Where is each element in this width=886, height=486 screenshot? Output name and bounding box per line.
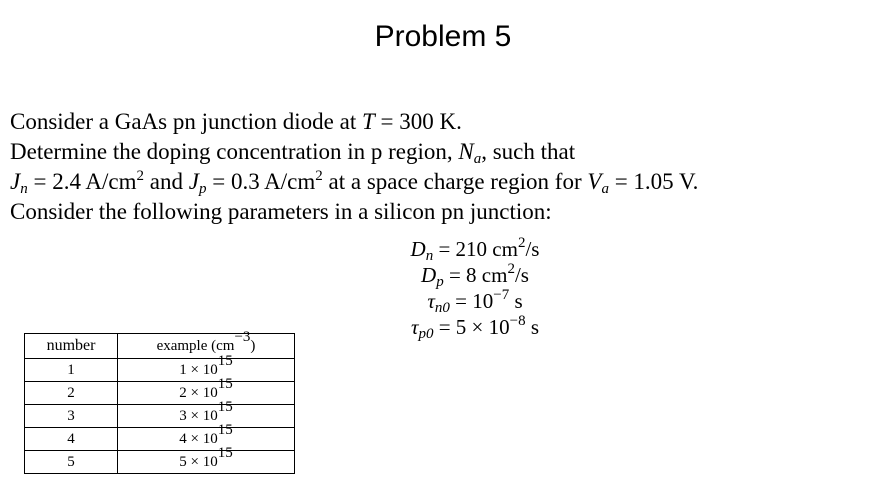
- row-number: 2: [25, 382, 118, 405]
- param-value: = 5 × 10: [433, 315, 510, 339]
- param-symbol: D: [410, 237, 426, 261]
- param-value: = 210 cm: [433, 237, 518, 261]
- va-subscript: a: [601, 181, 609, 197]
- temperature-value: = 300 K.: [374, 109, 462, 134]
- line1-text: Consider a GaAs pn junction diode at: [10, 109, 362, 134]
- row-number: 4: [25, 428, 118, 451]
- param-subscript: n0: [434, 300, 450, 316]
- header-example-close: ): [250, 338, 256, 354]
- va-value: = 1.05 V.: [608, 169, 699, 194]
- param-value: = 8 cm: [443, 263, 508, 287]
- jn-subscript: n: [20, 181, 28, 197]
- table-header-row: [25, 334, 295, 359]
- statement-line-4: Consider the following parameters in a silicon pn junction:: [10, 199, 552, 224]
- param-tau-n0: [380, 288, 570, 314]
- statement-line-1: [10, 107, 870, 137]
- temperature-symbol: T: [361, 109, 375, 134]
- row-example: [118, 376, 295, 405]
- jp-value: = 0.3 A/cm: [206, 169, 316, 194]
- example-exponent: 15: [217, 376, 233, 392]
- row-example: [118, 445, 295, 474]
- doping-table: [24, 329, 295, 474]
- row-example: [118, 422, 295, 451]
- row-number: 1: [25, 359, 118, 382]
- jp-subscript: p: [198, 181, 207, 197]
- example-exponent: 15: [217, 399, 233, 415]
- param-symbol: τ: [427, 289, 435, 313]
- va-symbol: V: [587, 169, 602, 194]
- param-exponent: 2: [517, 235, 526, 251]
- row-example: [118, 353, 295, 382]
- jn-symbol: J: [10, 169, 21, 194]
- row-number: 5: [25, 451, 118, 474]
- example-base: 2 × 10: [179, 385, 218, 401]
- example-base: 5 × 10: [179, 454, 218, 470]
- table-row: [25, 382, 295, 405]
- statement-line-3: [10, 167, 870, 197]
- param-dp: [380, 262, 570, 288]
- param-unit: /s: [525, 237, 540, 261]
- param-unit: s: [509, 289, 523, 313]
- param-subscript: p0: [418, 326, 434, 342]
- row-example: [118, 399, 295, 428]
- jp-symbol: J: [188, 169, 199, 194]
- param-value: = 10: [449, 289, 494, 313]
- page-title: Problem 5: [374, 20, 512, 53]
- line3-mid: at a space charge region for: [322, 169, 588, 194]
- row-number: 3: [25, 405, 118, 428]
- header-example-exponent: −3: [234, 329, 251, 345]
- header-number: number: [25, 334, 118, 359]
- param-unit: s: [525, 315, 540, 339]
- param-exponent: 2: [507, 261, 515, 277]
- jp-exponent: 2: [315, 168, 323, 184]
- example-base: 3 × 10: [179, 408, 218, 424]
- param-symbol: D: [421, 263, 437, 287]
- table-row: [25, 359, 295, 382]
- example-base: 1 × 10: [179, 362, 218, 378]
- line2-text: Determine the doping concentration in p region,: [10, 139, 459, 164]
- jn-exponent: 2: [136, 168, 145, 184]
- line2-end: , such that: [481, 139, 576, 164]
- example-base: 4 × 10: [179, 431, 218, 447]
- param-subscript: p: [436, 274, 444, 290]
- parameter-list: [380, 236, 570, 340]
- param-unit: /s: [514, 263, 529, 287]
- param-dn: [380, 236, 570, 262]
- header-example: [118, 329, 295, 359]
- doping-symbol: N: [458, 139, 474, 164]
- table-row: [25, 451, 295, 474]
- statement-line-2: [10, 137, 870, 167]
- table-row: [25, 405, 295, 428]
- and-text: and: [144, 169, 189, 194]
- doping-subscript: a: [473, 151, 482, 167]
- param-exponent: −7: [493, 287, 510, 303]
- param-subscript: n: [425, 248, 434, 264]
- example-exponent: 15: [217, 445, 233, 461]
- example-exponent: 15: [217, 353, 233, 369]
- param-symbol: τ: [410, 315, 419, 339]
- param-exponent: −8: [509, 313, 526, 329]
- problem-statement: [10, 107, 870, 227]
- table-row: [25, 428, 295, 451]
- header-example-text: example (cm: [156, 338, 235, 354]
- param-tau-p0: [380, 314, 570, 340]
- example-exponent: 15: [217, 422, 233, 438]
- jn-value: = 2.4 A/cm: [27, 169, 137, 194]
